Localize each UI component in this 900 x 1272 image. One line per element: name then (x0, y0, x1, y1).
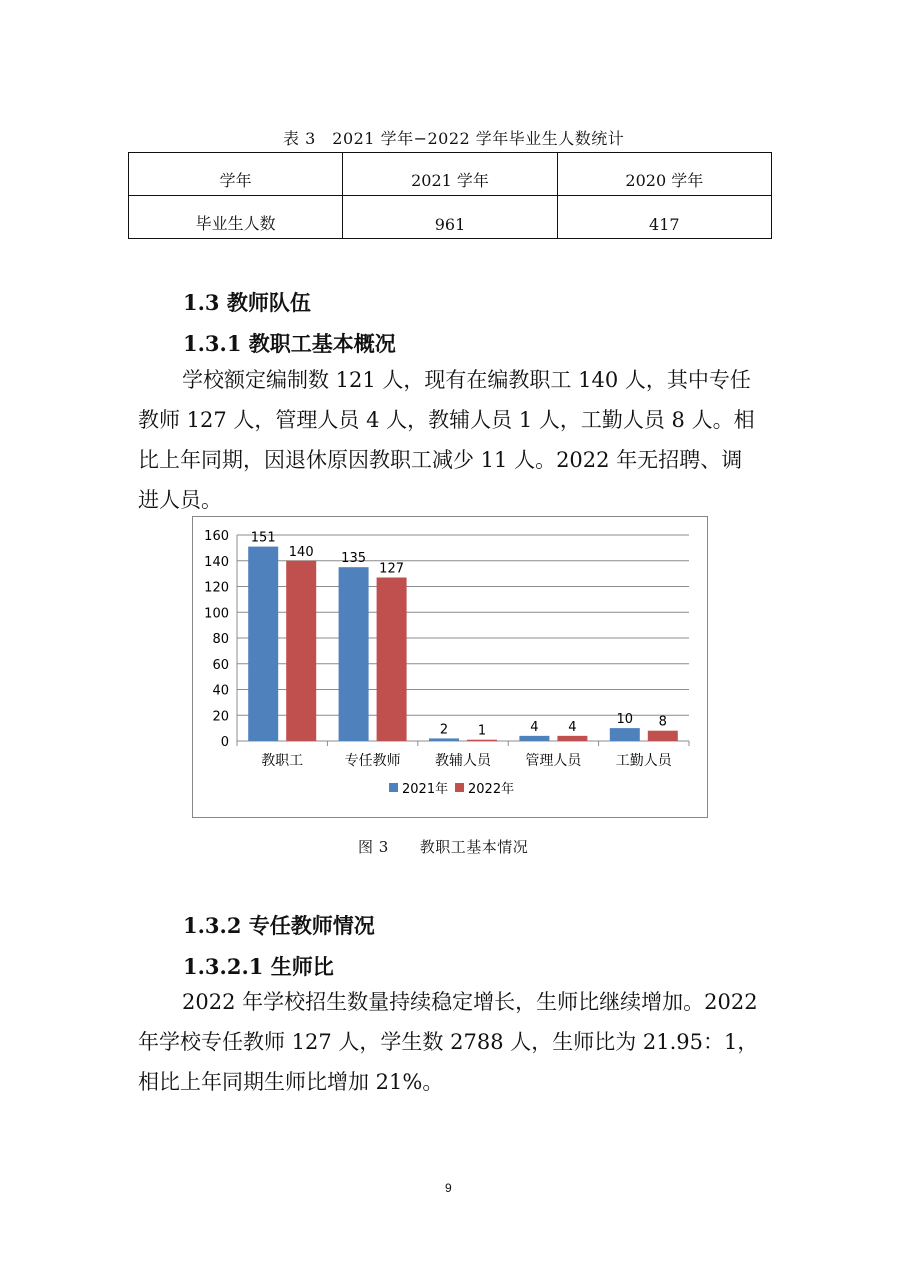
bar (286, 561, 316, 741)
section-heading: 1.3 教师队伍 (183, 290, 311, 315)
table-header-cell: 2021 学年 (343, 153, 557, 196)
table-header-cell: 2020 学年 (557, 153, 771, 196)
bar (339, 567, 369, 741)
y-tick-label: 80 (212, 632, 229, 647)
data-label: 1 (477, 723, 487, 739)
subsubsection-heading: 1.3.2.1 生师比 (183, 954, 334, 979)
y-tick-label: 120 (204, 580, 229, 596)
graduates-table (128, 152, 772, 239)
legend-swatch (455, 783, 464, 792)
y-tick-label: 160 (204, 529, 229, 544)
table-cell: 961 (343, 196, 557, 239)
y-tick-label: 40 (212, 683, 229, 699)
bar (429, 738, 459, 741)
paragraph-line: 学校额定编制数 121 人，现有在编教职工 140 人，其中专任 (182, 368, 751, 392)
x-tick-label: 专任教师 (344, 753, 401, 769)
paragraph-line: 进人员。 (138, 488, 222, 512)
paragraph-staff-overview (138, 360, 755, 520)
data-label: 140 (288, 544, 314, 560)
table-header-row (129, 153, 772, 196)
paragraph-line: 2022 年学校招生数量持续稳定增长，生师比继续增加。2022 (182, 990, 758, 1014)
subsection-heading: 1.3.1 教职工基本概况 (183, 331, 396, 356)
bar (519, 736, 549, 741)
y-tick-label: 20 (212, 709, 229, 725)
data-label: 135 (341, 551, 367, 567)
y-tick-label: 0 (220, 735, 229, 750)
bar (467, 740, 497, 741)
x-tick-label: 管理人员 (525, 753, 582, 769)
table-row (129, 196, 772, 239)
data-label: 4 (568, 719, 577, 735)
chart-svg (193, 517, 707, 817)
legend-swatch (389, 783, 398, 792)
data-label: 151 (250, 530, 276, 546)
y-tick-label: 100 (204, 606, 229, 622)
page-number: 9 (445, 1181, 452, 1195)
x-tick-label: 教职工 (261, 753, 304, 769)
y-tick-label: 60 (212, 657, 229, 673)
paragraph-line: 比上年同期，因退休原因教职工减少 11 人。2022 年无招聘、调 (138, 448, 743, 472)
data-label: 10 (616, 712, 634, 728)
subsection-heading: 1.3.2 专任教师情况 (183, 913, 375, 938)
data-label: 8 (658, 714, 667, 730)
bar (377, 577, 407, 741)
staff-bar-chart (192, 516, 708, 818)
paragraph-line: 相比上年同期生师比增加 21%。 (138, 1070, 444, 1094)
paragraph-line: 教师 127 人，管理人员 4 人，教辅人员 1 人，工勤人员 8 人。相 (138, 408, 755, 432)
data-label: 4 (530, 719, 539, 735)
x-tick-label: 教辅人员 (435, 753, 491, 769)
data-label: 127 (379, 561, 405, 577)
legend-label: 2021年 (402, 782, 449, 797)
legend-label: 2022年 (468, 782, 515, 797)
table-header-cell: 学年 (129, 153, 343, 196)
figure-caption: 图 3 教职工基本情况 (358, 838, 529, 856)
table-cell: 毕业生人数 (129, 196, 343, 239)
bar (557, 736, 587, 741)
data-label: 2 (439, 722, 449, 738)
x-tick-label: 工勤人员 (615, 753, 672, 769)
table-cell: 417 (557, 196, 771, 239)
bar (248, 547, 278, 741)
bar (648, 731, 678, 741)
table-caption: 表 3 2021 学年−2022 学年毕业生人数统计 (283, 129, 625, 148)
bar (610, 728, 640, 741)
paragraph-line: 年学校专任教师 127 人，学生数 2788 人，生师比为 21.95：1， (138, 1030, 759, 1054)
paragraph-student-teacher-ratio (138, 982, 758, 1102)
y-tick-label: 140 (204, 554, 229, 570)
